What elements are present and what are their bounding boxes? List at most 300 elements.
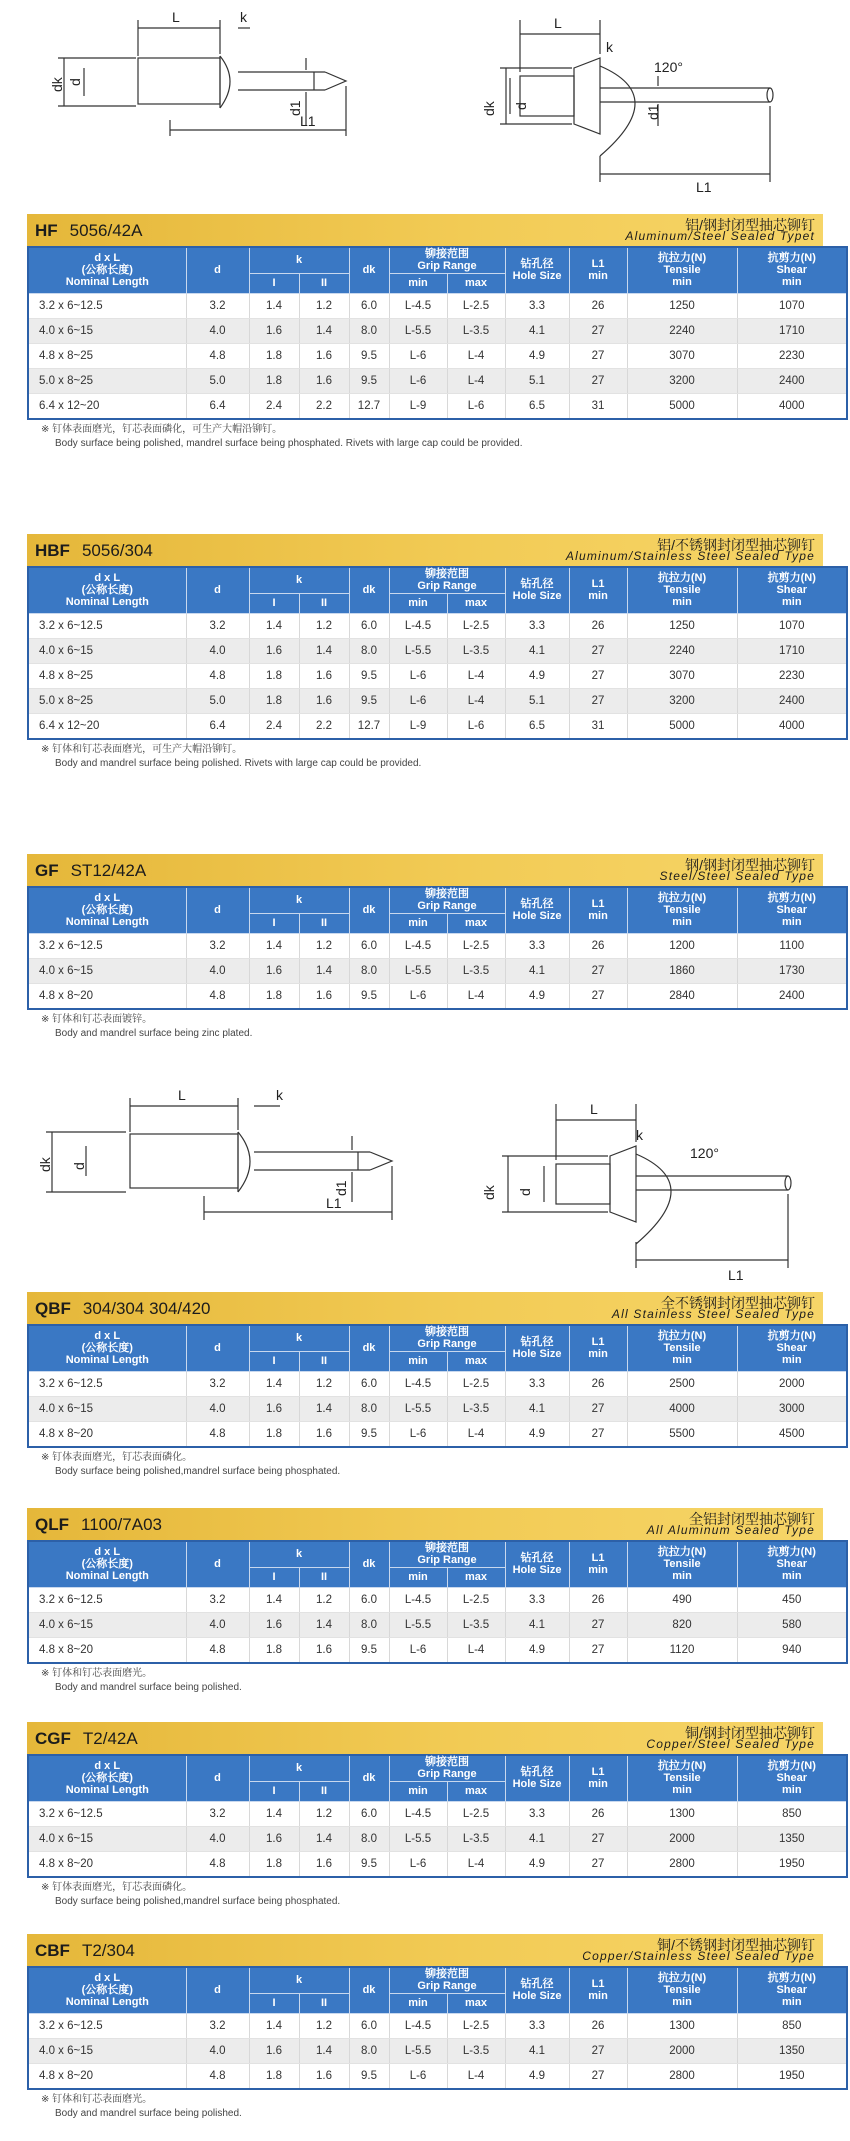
header-k xyxy=(249,247,349,273)
table-cell: 1710 xyxy=(737,318,847,343)
header-dxl: d x L xyxy=(94,252,121,265)
diagram-label-d: d xyxy=(71,1162,87,1170)
header-shear-cn: 抗剪力(N) xyxy=(767,1546,816,1559)
table-row xyxy=(28,933,847,958)
table-cell: L-4 xyxy=(447,1421,505,1447)
header-tensile-min: min xyxy=(672,1354,692,1367)
table-cell: 2.2 xyxy=(299,713,349,739)
header-grip-range xyxy=(389,887,505,913)
table-cell: 4.8 xyxy=(186,343,249,368)
table-cell: 3.2 x 6~12.5 xyxy=(28,1371,186,1396)
header-dk xyxy=(349,1755,389,1801)
diagram-label-L1: L1 xyxy=(300,113,316,129)
header-k-ii: II xyxy=(299,1351,349,1371)
table-cell: 9.5 xyxy=(349,368,389,393)
table-cell: 1.6 xyxy=(299,663,349,688)
header-nominal-length xyxy=(28,1755,186,1801)
header-k-label: k xyxy=(295,574,303,587)
header-nominal-length xyxy=(28,1541,186,1587)
table-cell: 450 xyxy=(737,1587,847,1612)
table-cell: 9.5 xyxy=(349,1851,389,1877)
table-cell: L-2.5 xyxy=(447,293,505,318)
header-nominal: Nominal Length xyxy=(65,1570,149,1583)
table-cell: 6.4 xyxy=(186,393,249,419)
diagram-label-k: k xyxy=(240,9,247,25)
header-l1 xyxy=(569,567,627,613)
table-row xyxy=(28,688,847,713)
table-cell: L-3.5 xyxy=(447,1826,505,1851)
table-cell: 6.0 xyxy=(349,293,389,318)
header-k-label: k xyxy=(295,1762,303,1775)
header-d xyxy=(186,1325,249,1371)
header-grip-en: Grip Range xyxy=(417,260,477,273)
header-nominal: Nominal Length xyxy=(65,596,149,609)
header-nominal-length xyxy=(28,1325,186,1371)
table-cell: 12.7 xyxy=(349,713,389,739)
table-cell: 27 xyxy=(569,318,627,343)
table-cell: 5.0 x 8~25 xyxy=(28,688,186,713)
table-cell: 27 xyxy=(569,638,627,663)
table-cell: L-3.5 xyxy=(447,1396,505,1421)
spec-table xyxy=(27,1540,848,1664)
note-en: Body surface being polished, mandrel surface being phosphated. Rivets with large cap could be provided. xyxy=(55,437,523,449)
header-hole-size xyxy=(505,1541,569,1587)
header-grip-cn: 铆接范围 xyxy=(425,248,469,261)
diagram-label-L1: L1 xyxy=(728,1267,744,1283)
table-cell: 9.5 xyxy=(349,663,389,688)
table-cell: L-5.5 xyxy=(389,1396,447,1421)
table-cell: 27 xyxy=(569,368,627,393)
table-cell: L-6 xyxy=(389,1851,447,1877)
product-title-cn: 钢/钢封闭型抽芯铆钉 xyxy=(685,857,815,873)
table-cell: 4.8 x 8~20 xyxy=(28,1637,186,1663)
table-cell: L-4 xyxy=(447,688,505,713)
table-cell: 31 xyxy=(569,393,627,419)
spec-table xyxy=(27,1754,848,1878)
diagram-label-dk: dk xyxy=(481,1185,497,1200)
table-cell: L-2.5 xyxy=(447,2013,505,2038)
table-cell: 850 xyxy=(737,2013,847,2038)
table-cell: 4500 xyxy=(737,1421,847,1447)
table-cell: 850 xyxy=(737,1801,847,1826)
table-cell: L-4.5 xyxy=(389,293,447,318)
header-dxl-cn: (公称长度) xyxy=(81,1984,133,1997)
table-cell: 2000 xyxy=(627,1826,737,1851)
table-cell: 4.0 xyxy=(186,1826,249,1851)
header-shear xyxy=(737,1967,847,2013)
table-cell: 4.8 xyxy=(186,1421,249,1447)
table-cell: 2000 xyxy=(737,1371,847,1396)
table-cell: 27 xyxy=(569,343,627,368)
header-tensile xyxy=(627,247,737,293)
table-cell: 1.8 xyxy=(249,343,299,368)
table-cell: L-2.5 xyxy=(447,933,505,958)
header-grip-max: max xyxy=(447,273,505,293)
header-grip-max: max xyxy=(447,1993,505,2013)
table-cell: 4.1 xyxy=(505,638,569,663)
header-k-i: I xyxy=(249,913,299,933)
table-cell: L-3.5 xyxy=(447,2038,505,2063)
header-d-label: d xyxy=(214,264,221,277)
header-shear-en: Shear xyxy=(776,1772,808,1785)
table-cell: 6.4 xyxy=(186,713,249,739)
header-dk-label: dk xyxy=(362,1558,376,1571)
table-cell: 3.3 xyxy=(505,293,569,318)
section-note xyxy=(41,1451,823,1479)
table-cell: 2240 xyxy=(627,318,737,343)
table-cell: 6.4 x 12~20 xyxy=(28,713,186,739)
header-dxl-cn: (公称长度) xyxy=(81,584,133,597)
header-tensile-cn: 抗拉力(N) xyxy=(657,572,707,585)
table-cell: 5.1 xyxy=(505,368,569,393)
header-d xyxy=(186,1967,249,2013)
header-shear-min: min xyxy=(781,1996,802,2009)
header-shear-min: min xyxy=(781,1784,802,1797)
table-cell: 4.1 xyxy=(505,2038,569,2063)
table-cell: 1.4 xyxy=(299,958,349,983)
diagram-label-angle: 120° xyxy=(690,1145,719,1161)
header-tensile xyxy=(627,887,737,933)
table-cell: 9.5 xyxy=(349,1421,389,1447)
header-nominal: Nominal Length xyxy=(65,916,149,929)
header-grip-max: max xyxy=(447,1351,505,1371)
header-shear xyxy=(737,567,847,613)
header-k-ii: II xyxy=(299,593,349,613)
table-cell: 1.6 xyxy=(299,688,349,713)
header-grip-max: max xyxy=(447,593,505,613)
header-tensile-min: min xyxy=(672,1996,692,2009)
header-grip-range xyxy=(389,247,505,273)
table-cell: 1.6 xyxy=(299,1637,349,1663)
note-cn: ※ 钉体和钉芯表面镀锌。 xyxy=(41,1013,153,1025)
section-qbf xyxy=(27,1292,823,1479)
table-cell: 3.2 xyxy=(186,293,249,318)
header-grip-min: min xyxy=(389,593,447,613)
header-hole-en: Hole Size xyxy=(512,1348,562,1361)
table-cell: 26 xyxy=(569,1587,627,1612)
header-d xyxy=(186,1755,249,1801)
header-l1 xyxy=(569,1541,627,1587)
table-cell: 27 xyxy=(569,1851,627,1877)
header-l1-sub: min xyxy=(588,1778,608,1791)
table-cell: 1.4 xyxy=(249,1801,299,1826)
table-cell: 8.0 xyxy=(349,318,389,343)
header-hole-size xyxy=(505,247,569,293)
header-grip-range xyxy=(389,567,505,593)
table-cell: 12.7 xyxy=(349,393,389,419)
table-cell: 27 xyxy=(569,1421,627,1447)
header-nominal: Nominal Length xyxy=(65,1354,149,1367)
table-cell: 3.3 xyxy=(505,2013,569,2038)
table-row xyxy=(28,638,847,663)
header-d-label: d xyxy=(214,1558,221,1571)
header-grip-min: min xyxy=(389,273,447,293)
diagram-label-d: d xyxy=(67,78,83,86)
table-cell: 4000 xyxy=(737,713,847,739)
header-l1-label: L1 xyxy=(591,1978,605,1991)
header-tensile xyxy=(627,567,737,613)
dome-head-rivet-diagram-top xyxy=(50,6,400,186)
table-cell: 2000 xyxy=(627,2038,737,2063)
table-cell: 6.0 xyxy=(349,1587,389,1612)
header-shear-en: Shear xyxy=(776,584,808,597)
table-cell: 1.2 xyxy=(299,1587,349,1612)
table-cell: 27 xyxy=(569,688,627,713)
header-dxl-cn: (公称长度) xyxy=(81,1772,133,1785)
product-material: ST12/42A xyxy=(70,861,147,880)
table-cell: L-6 xyxy=(447,713,505,739)
table-cell: 26 xyxy=(569,1371,627,1396)
diagram-label-d1: d1 xyxy=(645,104,661,120)
table-cell: 5.0 xyxy=(186,688,249,713)
table-cell: 1730 xyxy=(737,958,847,983)
table-cell: L-4 xyxy=(447,663,505,688)
header-grip-min: min xyxy=(389,1781,447,1801)
table-cell: L-6 xyxy=(389,368,447,393)
spec-table xyxy=(27,886,848,1010)
note-en: Body surface being polished,mandrel surface being phosphated. xyxy=(55,1465,341,1477)
table-cell: 5500 xyxy=(627,1421,737,1447)
table-cell: 2240 xyxy=(627,638,737,663)
diagram-label-L: L xyxy=(554,15,562,31)
header-hole-cn: 钻孔径 xyxy=(520,1978,554,1991)
table-cell: 8.0 xyxy=(349,638,389,663)
table-cell: L-9 xyxy=(389,713,447,739)
table-row xyxy=(28,1801,847,1826)
header-k xyxy=(249,1541,349,1567)
header-l1-sub: min xyxy=(588,1564,608,1577)
diagram-label-k: k xyxy=(606,39,613,55)
header-shear-min: min xyxy=(781,276,802,289)
table-cell: 4.0 x 6~15 xyxy=(28,1396,186,1421)
table-cell: L-4.5 xyxy=(389,933,447,958)
diagram-label-L: L xyxy=(172,9,180,25)
product-code-group xyxy=(35,541,153,561)
header-k-ii: II xyxy=(299,1993,349,2013)
table-cell: 1.8 xyxy=(249,368,299,393)
diagram-label-dk: dk xyxy=(37,1157,53,1172)
header-hole-cn: 钻孔径 xyxy=(520,578,554,591)
product-material: 304/304 304/420 xyxy=(82,1299,211,1318)
product-material: 5056/304 xyxy=(81,541,153,560)
table-cell: 6.0 xyxy=(349,2013,389,2038)
header-grip-max: max xyxy=(447,1567,505,1587)
header-l1-sub: min xyxy=(588,270,608,283)
table-cell: L-2.5 xyxy=(447,613,505,638)
spec-table xyxy=(27,246,848,420)
product-code: HF xyxy=(35,221,58,240)
table-cell: 1.4 xyxy=(249,613,299,638)
header-dk-label: dk xyxy=(362,1984,376,1997)
table-cell: 3.2 xyxy=(186,2013,249,2038)
table-row xyxy=(28,318,847,343)
table-cell: 5000 xyxy=(627,713,737,739)
section-banner xyxy=(27,534,823,566)
header-k xyxy=(249,1325,349,1351)
table-row xyxy=(28,1612,847,1637)
table-cell: 1.2 xyxy=(299,2013,349,2038)
header-tensile-en: Tensile xyxy=(663,264,701,277)
product-code: CBF xyxy=(35,1941,70,1960)
table-cell: 1100 xyxy=(737,933,847,958)
product-code-group xyxy=(35,861,146,881)
header-tensile xyxy=(627,1325,737,1371)
table-cell: 1.2 xyxy=(299,1801,349,1826)
header-grip-cn: 铆接范围 xyxy=(425,1756,469,1769)
header-hole-en: Hole Size xyxy=(512,910,562,923)
note-cn: ※ 钉体和钉芯表面磨光，可生产大帽沿铆钉。 xyxy=(41,743,243,755)
product-title-en: Copper/Stainless Steel Sealed Type xyxy=(582,1949,815,1963)
table-cell: 1300 xyxy=(627,1801,737,1826)
table-cell: 4.9 xyxy=(505,1637,569,1663)
table-cell: L-6 xyxy=(447,393,505,419)
product-code-group xyxy=(35,1515,162,1535)
header-dk-label: dk xyxy=(362,904,376,917)
table-cell: 2800 xyxy=(627,1851,737,1877)
header-k-i: I xyxy=(249,1993,299,2013)
table-cell: 1.6 xyxy=(299,368,349,393)
table-cell: 1250 xyxy=(627,613,737,638)
product-material: 5056/42A xyxy=(69,221,143,240)
header-d-label: d xyxy=(214,1772,221,1785)
header-hole-cn: 钻孔径 xyxy=(520,258,554,271)
table-cell: 1.6 xyxy=(299,983,349,1009)
header-nominal-length xyxy=(28,887,186,933)
product-code: QLF xyxy=(35,1515,69,1534)
header-dk xyxy=(349,247,389,293)
header-dk xyxy=(349,1325,389,1371)
countersunk-rivet-diagram-middle xyxy=(460,1086,830,1286)
header-k-label: k xyxy=(295,1332,303,1345)
header-d-label: d xyxy=(214,904,221,917)
header-shear xyxy=(737,1325,847,1371)
table-cell: 31 xyxy=(569,713,627,739)
header-dk xyxy=(349,887,389,933)
table-cell: L-4.5 xyxy=(389,613,447,638)
table-cell: 4.8 x 8~20 xyxy=(28,2063,186,2089)
table-cell: L-4.5 xyxy=(389,2013,447,2038)
table-cell: 2.2 xyxy=(299,393,349,419)
table-cell: 1.4 xyxy=(249,1587,299,1612)
table-cell: 8.0 xyxy=(349,958,389,983)
table-cell: L-2.5 xyxy=(447,1371,505,1396)
header-k xyxy=(249,887,349,913)
product-code: CGF xyxy=(35,1729,71,1748)
table-cell: 1.6 xyxy=(249,958,299,983)
table-cell: 27 xyxy=(569,2038,627,2063)
header-k xyxy=(249,1755,349,1781)
table-row xyxy=(28,1421,847,1447)
product-title-cn: 铜/钢封闭型抽芯铆钉 xyxy=(685,1725,815,1741)
table-cell: L-4 xyxy=(447,983,505,1009)
table-cell: 1300 xyxy=(627,2013,737,2038)
product-title-en: All Stainless Steel Sealed Type xyxy=(611,1307,815,1321)
table-cell: L-4 xyxy=(447,343,505,368)
header-tensile-cn: 抗拉力(N) xyxy=(657,1760,707,1773)
product-title-en: All Aluminum Sealed Type xyxy=(646,1523,815,1537)
diagram-label-dk: dk xyxy=(481,101,497,116)
header-dxl: d x L xyxy=(94,1546,121,1559)
table-cell: 1.6 xyxy=(249,1612,299,1637)
section-hbf xyxy=(27,534,823,771)
section-banner xyxy=(27,1508,823,1540)
table-row xyxy=(28,343,847,368)
table-cell: 4000 xyxy=(737,393,847,419)
header-grip-en: Grip Range xyxy=(417,1768,477,1781)
header-shear-cn: 抗剪力(N) xyxy=(767,1330,816,1343)
table-cell: 490 xyxy=(627,1587,737,1612)
product-title-en: Aluminum/Stainless Steel Sealed Type xyxy=(565,549,815,563)
table-cell: 6.4 x 12~20 xyxy=(28,393,186,419)
table-cell: 580 xyxy=(737,1612,847,1637)
header-hole-cn: 钻孔径 xyxy=(520,1552,554,1565)
product-code-group xyxy=(35,1729,138,1749)
table-cell: 4.9 xyxy=(505,663,569,688)
header-nominal-length xyxy=(28,1967,186,2013)
table-cell: 4.9 xyxy=(505,1421,569,1447)
table-cell: 2500 xyxy=(627,1371,737,1396)
header-tensile-cn: 抗拉力(N) xyxy=(657,1546,707,1559)
header-dxl: d x L xyxy=(94,892,121,905)
table-cell: 1.6 xyxy=(299,1421,349,1447)
table-cell: 1.4 xyxy=(249,933,299,958)
table-cell: 1.8 xyxy=(249,2063,299,2089)
section-banner xyxy=(27,214,823,246)
header-l1-sub: min xyxy=(588,1990,608,2003)
product-title-cn: 全铝封闭型抽芯铆钉 xyxy=(689,1511,815,1527)
header-tensile-min: min xyxy=(672,1570,692,1583)
product-title-cn: 铜/不锈钢封闭型抽芯铆钉 xyxy=(657,1937,815,1953)
table-cell: 4.8 xyxy=(186,1851,249,1877)
header-shear-cn: 抗剪力(N) xyxy=(767,1760,816,1773)
diagram-label-L: L xyxy=(178,1087,186,1103)
table-cell: 9.5 xyxy=(349,688,389,713)
table-cell: 1.6 xyxy=(299,1851,349,1877)
header-dk-label: dk xyxy=(362,1342,376,1355)
header-k-ii: II xyxy=(299,273,349,293)
diagram-label-k: k xyxy=(636,1127,643,1143)
table-row xyxy=(28,2013,847,2038)
header-k xyxy=(249,1967,349,1993)
diagram-label-L1: L1 xyxy=(326,1195,342,1211)
header-grip-cn: 铆接范围 xyxy=(425,1968,469,1981)
header-dk xyxy=(349,1541,389,1587)
table-cell: 1.6 xyxy=(299,343,349,368)
table-row xyxy=(28,2063,847,2089)
header-nominal: Nominal Length xyxy=(65,276,149,289)
table-row xyxy=(28,1637,847,1663)
header-l1 xyxy=(569,1755,627,1801)
table-cell: 4.0 xyxy=(186,318,249,343)
table-row xyxy=(28,2038,847,2063)
table-cell: 6.0 xyxy=(349,933,389,958)
note-en: Body and mandrel surface being zinc plated. xyxy=(55,1027,253,1039)
table-cell: 1.4 xyxy=(249,2013,299,2038)
header-d xyxy=(186,887,249,933)
header-d xyxy=(186,247,249,293)
table-cell: 1.4 xyxy=(299,638,349,663)
table-cell: 4.0 x 6~15 xyxy=(28,2038,186,2063)
product-title-en: Copper/Steel Sealed Type xyxy=(646,1737,815,1751)
header-shear-cn: 抗剪力(N) xyxy=(767,252,816,265)
table-cell: 1.2 xyxy=(299,613,349,638)
header-tensile xyxy=(627,1755,737,1801)
table-cell: 5.0 xyxy=(186,368,249,393)
header-shear-min: min xyxy=(781,916,802,929)
table-cell: L-4 xyxy=(447,2063,505,2089)
table-cell: 3.2 x 6~12.5 xyxy=(28,293,186,318)
table-cell: 4.9 xyxy=(505,1851,569,1877)
